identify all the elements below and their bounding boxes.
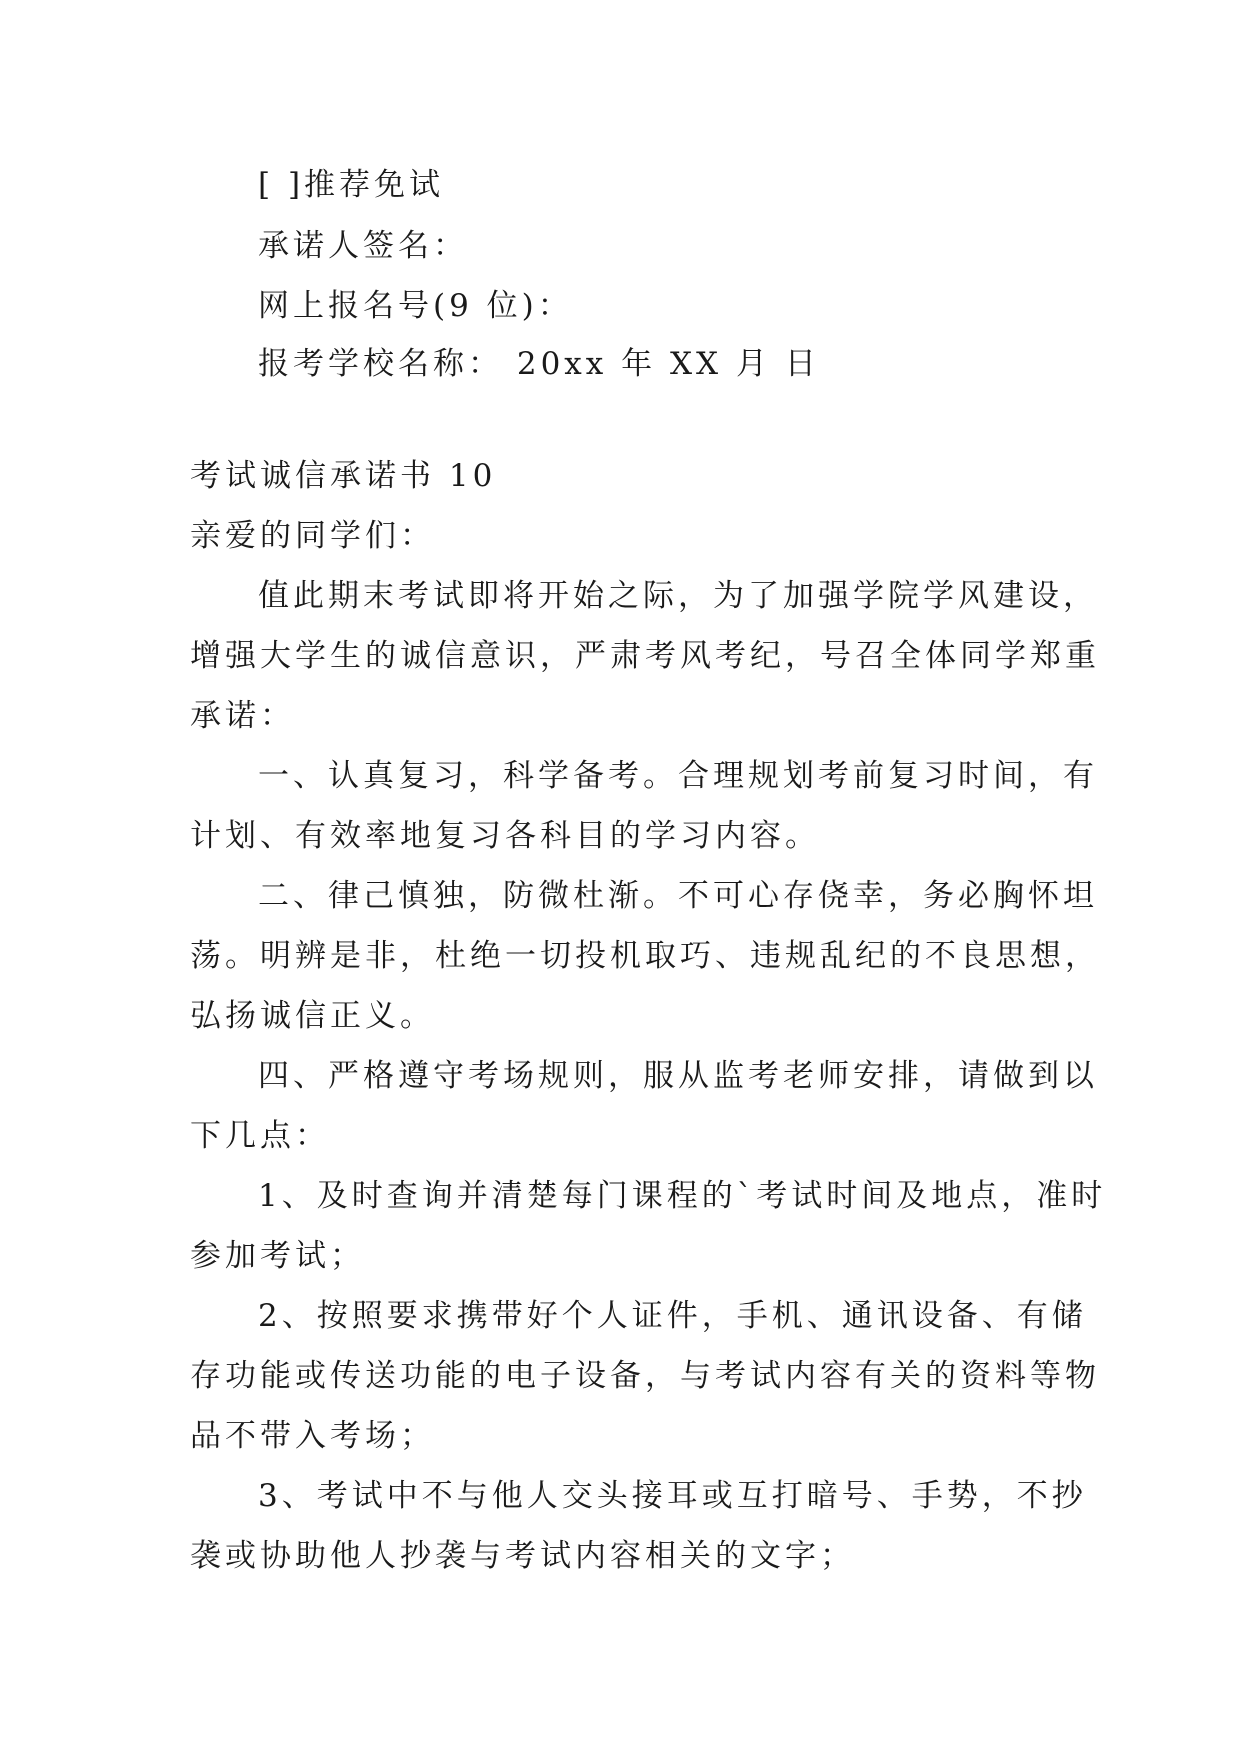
body-line: 袭或协助他人抄袭与考试内容相关的文字；	[190, 1538, 855, 1574]
body-line: 一、认真复习，科学备考。合理规划考前复习时间，有	[258, 758, 1098, 794]
signature-line: 承诺人签名：	[258, 228, 468, 264]
greeting: 亲爱的同学们：	[190, 518, 435, 554]
body-line: 四、严格遵守考场规则，服从监考老师安排，请做到以	[258, 1058, 1098, 1094]
body-line: 3、考试中不与他人交头接耳或互打暗号、手势，不抄	[258, 1478, 1087, 1514]
body-line: 荡。明辨是非，杜绝一切投机取巧、违规乱纪的不良思想，	[190, 938, 1100, 974]
body-line: 二、律己慎独，防微杜渐。不可心存侥幸，务必胸怀坦	[258, 878, 1098, 914]
body-line: 弘扬诚信正义。	[190, 998, 435, 1034]
body-line: 计划、有效率地复习各科目的学习内容。	[190, 818, 820, 854]
registration-number-line: 网上报名号(9 位)：	[258, 288, 573, 324]
body-line: 1、及时查询并清楚每门课程的`考试时间及地点，准时	[258, 1178, 1107, 1214]
body-line: 下几点：	[190, 1118, 330, 1154]
recommend-exempt-line: [ ]推荐免试	[258, 167, 445, 203]
body-line: 品不带入考场；	[190, 1418, 435, 1454]
body-line: 增强大学生的诚信意识，严肃考风考纪，号召全体同学郑重	[190, 638, 1100, 674]
body-line: 2、按照要求携带好个人证件，手机、通讯设备、有储	[258, 1298, 1087, 1334]
section-title: 考试诚信承诺书 10	[190, 458, 497, 494]
body-line: 存功能或传送功能的电子设备，与考试内容有关的资料等物	[190, 1358, 1100, 1394]
school-date-line: 报考学校名称： 20xx 年 XX 月 日	[258, 346, 820, 382]
body-line: 值此期末考试即将开始之际，为了加强学院学风建设，	[258, 578, 1098, 614]
body-line: 承诺：	[190, 698, 295, 734]
body-line: 参加考试；	[190, 1238, 365, 1274]
